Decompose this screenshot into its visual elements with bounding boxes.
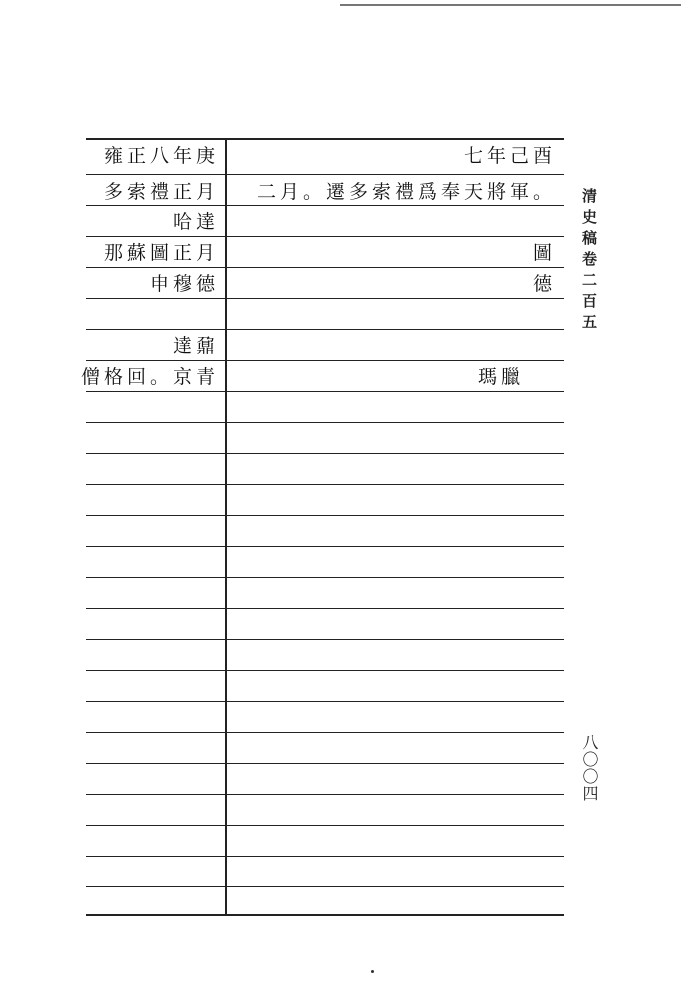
table-top-rule: [86, 138, 564, 140]
row-rule: [86, 236, 564, 237]
row-rule: [86, 670, 564, 671]
row-4-right: 圖: [532, 242, 556, 264]
row-8-right: 瑪臘: [477, 366, 524, 388]
row-rule: [86, 174, 564, 175]
row-rule: [86, 422, 564, 423]
row-3-left: 哈達: [172, 211, 219, 233]
row-7-left: 達鼐: [172, 335, 219, 357]
chronology-table: [80, 138, 564, 916]
top-rule: [340, 4, 681, 6]
row-rule: [86, 701, 564, 702]
row-rule: [86, 546, 564, 547]
row-rule: [86, 856, 564, 857]
row-5-right: 德: [532, 273, 556, 295]
row-2-right: 二月。遷多索禮爲奉天將軍。: [256, 181, 556, 203]
row-1-left: 雍正八年庚: [103, 145, 219, 167]
row-rule: [86, 329, 564, 330]
row-rule: [86, 205, 564, 206]
row-rule: [86, 360, 564, 361]
row-rule: [86, 886, 564, 887]
row-rule: [86, 391, 564, 392]
page-number: 八〇〇四: [580, 734, 599, 802]
row-rule: [86, 794, 564, 795]
row-rule: [86, 484, 564, 485]
row-rule: [86, 453, 564, 454]
row-rule: [86, 577, 564, 578]
column-divider: [225, 138, 227, 916]
table-bottom-rule: [86, 914, 564, 916]
print-speck: [371, 970, 374, 973]
row-rule: [86, 763, 564, 764]
row-5-left: 申穆德: [149, 273, 219, 295]
row-8-left: 僧格回。京青: [80, 366, 219, 388]
row-2-left: 多索禮正月: [103, 181, 219, 203]
row-rule: [86, 608, 564, 609]
row-1-right: 七年己酉: [463, 145, 556, 167]
row-rule: [86, 732, 564, 733]
row-rule: [86, 298, 564, 299]
row-rule: [86, 825, 564, 826]
row-rule: [86, 515, 564, 516]
row-4-left: 那蘇圖正月: [103, 242, 219, 264]
row-rule: [86, 267, 564, 268]
row-rule: [86, 639, 564, 640]
volume-title: 清史稿卷二百五: [580, 188, 598, 335]
